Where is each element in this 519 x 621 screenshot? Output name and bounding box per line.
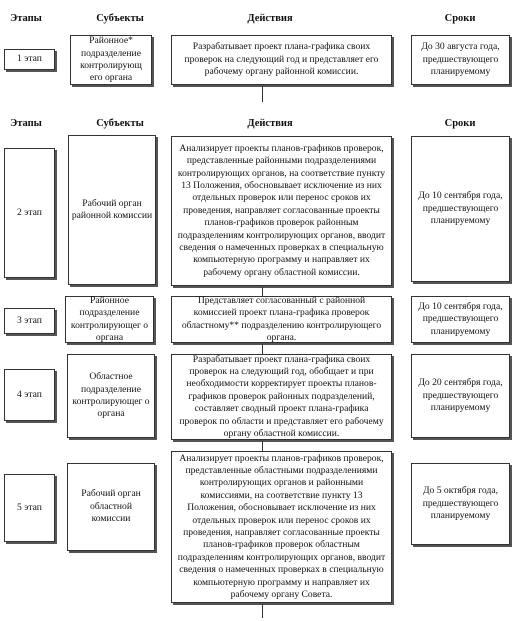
header-deadlines-2: Сроки: [444, 118, 476, 129]
stage-3-deadline: До 10 сентября года, предшествующего планируемому: [411, 296, 510, 343]
stage-2-action: Анализирует проекты планов-графиков проверок, представленные районными подразделениями контролирующих органов, на соответствие пункту 13 Положения, обосновывает исключение из них отдельных проверок или перенос сроков их проведения, направляет согласованные проекты планов-графиков проверок районным подразделениям контролирующих органов, вводит сведения о намеченных проверках в специальную компьютерную программу и направляет их рабочему органу областной комиссии.: [171, 136, 392, 286]
header-subjects-2: Субъекты: [96, 118, 144, 129]
stage-2-label: 2 этап: [4, 148, 55, 278]
stage-4-deadline: До 20 сентября года, предшествующего планируемому: [411, 354, 510, 438]
connector-line: [262, 604, 263, 618]
stage-1-label: 1 этап: [4, 49, 55, 70]
stage-5-deadline: До 5 октября года, предшествующего планируемому: [411, 463, 510, 545]
stage-4-subject: Областное подразделение контролирующег о органа: [67, 354, 155, 438]
header-actions: Действия: [247, 13, 293, 24]
connector-line: [262, 86, 263, 102]
stage-1-deadline: До 30 августа года, предшествующего планируемому: [411, 35, 510, 85]
stage-4-label: 4 этап: [4, 369, 55, 421]
stage-3-subject: Районное подразделение контролирующег о органа: [65, 296, 154, 343]
connector-line: [262, 441, 263, 451]
header-subjects: Субъекты: [96, 13, 144, 24]
stage-2-subject: Рабочий орган районной комиссии: [68, 135, 156, 285]
stage-3-action: Представляет согласованный с районной комиссией проект плана-графика проверок областному** подразделению контролирующего органа.: [171, 296, 392, 343]
stage-3-label: 3 этап: [4, 308, 55, 334]
header-stages-2: Этапы: [10, 118, 42, 129]
connector-line: [262, 344, 263, 354]
stage-2-deadline: До 10 сентября года, предшествующего планируемому: [411, 136, 510, 282]
header-stages: Этапы: [10, 13, 42, 24]
header-deadlines: Сроки: [444, 13, 476, 24]
stage-5-label: 5 этап: [4, 474, 55, 542]
stage-5-subject: Рабочий орган областной комиссии: [67, 463, 155, 551]
stage-1-action: Разрабатывает проект плана-графика своих проверок на следующий год и представляет его рабочему органу районной комиссии.: [171, 35, 392, 85]
header-actions-2: Действия: [247, 118, 293, 129]
stage-5-action: Анализирует проекты планов-графиков проверок, представленные областными подразделениями контролирующих органов и районными комиссиями, на соответствие пункту 13 Положения, обосновывает исключение из них отдельных проверок или перенос сроков их проведения, направляет согласованные проекты планов-графиков проверок областным подразделениям контролирующих органов, вводит сведения о намеченных проверках в специальную компьютерную программу и направляет их рабочему органу Совета.: [171, 451, 392, 603]
stage-4-action: Разрабатывает проект плана-графика своих проверок на следующий год, обобщает и при необходимости корректирует проекты планов-графиков проверок районных подразделений, составляет сводный проект плана-графика проверок по области и представляет его рабочему органу областной комиссии.: [171, 354, 392, 440]
stage-1-subject: Районное* подразделение контролирующ его органа: [70, 35, 152, 85]
